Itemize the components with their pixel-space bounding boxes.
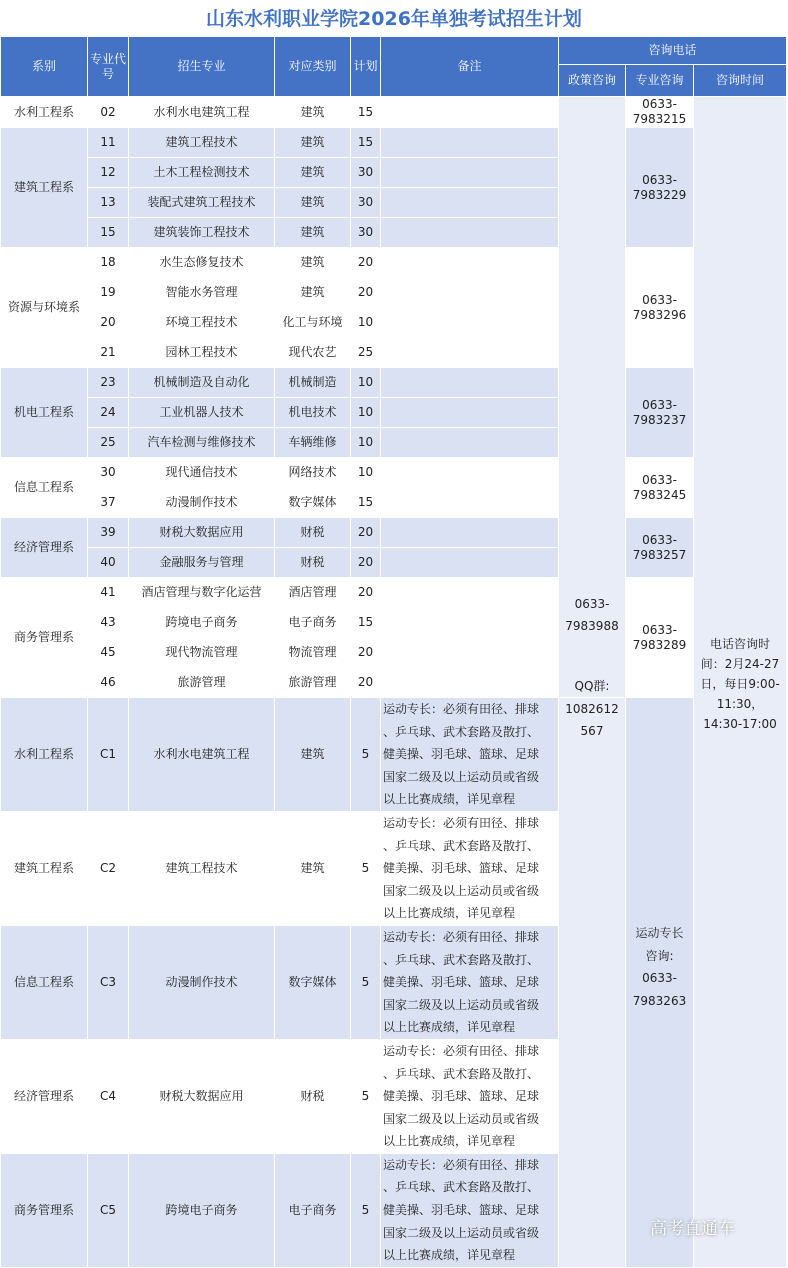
plan-cell: 15 bbox=[351, 608, 381, 638]
code-cell: 37 bbox=[88, 488, 129, 518]
major-phone-cell: 0633- 7983237 bbox=[626, 368, 694, 458]
major-cell: 建筑工程技术 bbox=[129, 128, 275, 158]
major-cell: 园林工程技术 bbox=[129, 338, 275, 368]
remark-cell bbox=[381, 278, 559, 308]
dept-cell: 建筑工程系 bbox=[1, 128, 88, 248]
category-cell: 物流管理 bbox=[275, 638, 351, 668]
code-cell: 21 bbox=[88, 338, 129, 368]
remark-cell bbox=[381, 308, 559, 338]
remark-cell bbox=[381, 518, 559, 548]
policy-consult-cell bbox=[559, 97, 626, 698]
code-cell: 13 bbox=[88, 188, 129, 218]
code-cell: 23 bbox=[88, 368, 129, 398]
major-cell: 现代通信技术 bbox=[129, 458, 275, 488]
category-cell: 财税 bbox=[275, 548, 351, 578]
major-cell: 酒店管理与数字化运营 bbox=[129, 578, 275, 608]
header-plan: 计划 bbox=[351, 37, 381, 97]
category-cell: 建筑 bbox=[275, 811, 351, 925]
remark-cell bbox=[381, 608, 559, 638]
plan-cell: 15 bbox=[351, 128, 381, 158]
major-cell: 水利水电建筑工程 bbox=[129, 97, 275, 128]
category-cell: 建筑 bbox=[275, 218, 351, 248]
plan-cell: 10 bbox=[351, 398, 381, 428]
category-cell: 建筑 bbox=[275, 248, 351, 278]
plan-cell: 10 bbox=[351, 308, 381, 338]
major-cell: 现代物流管理 bbox=[129, 638, 275, 668]
plan-cell: 20 bbox=[351, 578, 381, 608]
dept-cell: 商务管理系 bbox=[1, 578, 88, 698]
code-cell: 25 bbox=[88, 428, 129, 458]
dept-cell: 经济管理系 bbox=[1, 518, 88, 578]
remark-cell bbox=[381, 188, 559, 218]
major-cell: 机械制造及自动化 bbox=[129, 368, 275, 398]
remark-cell bbox=[381, 368, 559, 398]
header-dept: 系别 bbox=[1, 37, 88, 97]
dept-cell: 机电工程系 bbox=[1, 368, 88, 458]
category-cell: 数字媒体 bbox=[275, 488, 351, 518]
remark-cell bbox=[381, 668, 559, 698]
plan-cell: 10 bbox=[351, 458, 381, 488]
dept-cell: 建筑工程系 bbox=[1, 811, 88, 925]
code-cell: C1 bbox=[88, 698, 129, 812]
category-cell: 现代农艺 bbox=[275, 338, 351, 368]
remark-cell bbox=[381, 128, 559, 158]
header-code: 专业代号 bbox=[88, 37, 129, 97]
category-cell: 数字媒体 bbox=[275, 925, 351, 1039]
code-cell: 24 bbox=[88, 398, 129, 428]
major-cell: 装配式建筑工程技术 bbox=[129, 188, 275, 218]
remark-cell: 运动专长：必须有田径、排球 、乒乓球、武术套路及散打、 健美操、羽毛球、篮球、足球 国家二级及以上运动员或省级 以上比赛成绩，详见章程 bbox=[381, 1153, 559, 1267]
major-phone-cell: 0633- 7983289 bbox=[626, 578, 694, 698]
category-cell: 化工与环境 bbox=[275, 308, 351, 338]
code-cell: 12 bbox=[88, 158, 129, 188]
table-row bbox=[1, 698, 787, 812]
major-cell: 建筑工程技术 bbox=[129, 811, 275, 925]
remark-cell bbox=[381, 218, 559, 248]
major-cell: 跨境电子商务 bbox=[129, 608, 275, 638]
category-cell: 建筑 bbox=[275, 188, 351, 218]
category-cell: 建筑 bbox=[275, 158, 351, 188]
major-phone-cell: 0633- 7983215 bbox=[626, 97, 694, 128]
remark-cell: 运动专长：必须有田径、排球 、乒乓球、武术套路及散打、 健美操、羽毛球、篮球、足球 国家二级及以上运动员或省级 以上比赛成绩，详见章程 bbox=[381, 925, 559, 1039]
dept-cell: 资源与环境系 bbox=[1, 248, 88, 368]
table-row bbox=[1, 578, 787, 608]
remark-cell bbox=[381, 548, 559, 578]
major-cell: 环境工程技术 bbox=[129, 308, 275, 338]
major-cell: 财税大数据应用 bbox=[129, 1039, 275, 1153]
plan-cell: 20 bbox=[351, 548, 381, 578]
code-cell: 18 bbox=[88, 248, 129, 278]
code-cell: 15 bbox=[88, 218, 129, 248]
consult-time-cell: 电话咨询时 间：2月24-27 日，每日9:00- 11:30， 14:30-17:00 bbox=[694, 97, 787, 1268]
major-cell: 水利水电建筑工程 bbox=[129, 698, 275, 812]
major-cell: 智能水务管理 bbox=[129, 278, 275, 308]
remark-cell bbox=[381, 488, 559, 518]
category-cell: 网络技术 bbox=[275, 458, 351, 488]
major-cell: 跨境电子商务 bbox=[129, 1153, 275, 1267]
remark-cell bbox=[381, 428, 559, 458]
major-cell: 水生态修复技术 bbox=[129, 248, 275, 278]
category-cell: 财税 bbox=[275, 518, 351, 548]
code-cell: 46 bbox=[88, 668, 129, 698]
remark-cell bbox=[381, 97, 559, 128]
code-cell: 45 bbox=[88, 638, 129, 668]
category-cell: 建筑 bbox=[275, 698, 351, 812]
code-cell: 20 bbox=[88, 308, 129, 338]
table-row bbox=[1, 97, 787, 128]
major-cell: 动漫制作技术 bbox=[129, 488, 275, 518]
plan-cell: 5 bbox=[351, 925, 381, 1039]
header-major: 招生专业 bbox=[129, 37, 275, 97]
plan-cell: 30 bbox=[351, 188, 381, 218]
plan-cell: 20 bbox=[351, 278, 381, 308]
category-cell: 电子商务 bbox=[275, 608, 351, 638]
table-row bbox=[1, 518, 787, 548]
sport-consult-cell: 运动专长 咨询: 0633- 7983263 bbox=[626, 698, 694, 1268]
header-major-consult: 专业咨询 bbox=[626, 65, 694, 97]
major-cell: 动漫制作技术 bbox=[129, 925, 275, 1039]
plan-cell: 20 bbox=[351, 518, 381, 548]
plan-cell: 25 bbox=[351, 338, 381, 368]
code-cell: 11 bbox=[88, 128, 129, 158]
plan-cell: 5 bbox=[351, 811, 381, 925]
header-time: 咨询时间 bbox=[694, 65, 787, 97]
category-cell: 电子商务 bbox=[275, 1153, 351, 1267]
remark-cell: 运动专长：必须有田径、排球 、乒乓球、武术套路及散打、 健美操、羽毛球、篮球、足球 国家二级及以上运动员或省级 以上比赛成绩，详见章程 bbox=[381, 811, 559, 925]
table-row bbox=[1, 368, 787, 398]
plan-cell: 15 bbox=[351, 97, 381, 128]
plan-cell: 15 bbox=[351, 488, 381, 518]
remark-cell bbox=[381, 248, 559, 278]
table-row bbox=[1, 248, 787, 278]
plan-cell: 5 bbox=[351, 1153, 381, 1267]
major-cell: 建筑装饰工程技术 bbox=[129, 218, 275, 248]
category-cell: 建筑 bbox=[275, 128, 351, 158]
category-cell: 建筑 bbox=[275, 97, 351, 128]
remark-cell: 运动专长：必须有田径、排球 、乒乓球、武术套路及散打、 健美操、羽毛球、篮球、足球 国家二级及以上运动员或省级 以上比赛成绩，详见章程 bbox=[381, 1039, 559, 1153]
plan-cell: 5 bbox=[351, 698, 381, 812]
plan-cell: 20 bbox=[351, 248, 381, 278]
major-phone-cell: 0633- 7983296 bbox=[626, 248, 694, 368]
header-remark: 备注 bbox=[381, 37, 559, 97]
major-cell: 汽车检测与维修技术 bbox=[129, 428, 275, 458]
policy-phone: 0633- 7983988 bbox=[565, 597, 619, 633]
remark-cell bbox=[381, 158, 559, 188]
watermark: 高考直通车 bbox=[650, 1219, 735, 1239]
header-policy: 政策咨询 bbox=[559, 65, 626, 97]
plan-cell: 20 bbox=[351, 668, 381, 698]
major-phone-cell: 0633- 7983229 bbox=[626, 128, 694, 248]
category-cell: 酒店管理 bbox=[275, 578, 351, 608]
plan-cell: 20 bbox=[351, 638, 381, 668]
dept-cell: 信息工程系 bbox=[1, 458, 88, 518]
category-cell: 财税 bbox=[275, 1039, 351, 1153]
major-cell: 金融服务与管理 bbox=[129, 548, 275, 578]
code-cell: C4 bbox=[88, 1039, 129, 1153]
plan-cell: 5 bbox=[351, 1039, 381, 1153]
code-cell: 02 bbox=[88, 97, 129, 128]
header-consult: 咨询电话 bbox=[559, 37, 787, 65]
category-cell: 建筑 bbox=[275, 278, 351, 308]
remark-cell bbox=[381, 578, 559, 608]
qq-group-cell: 1082612 567 bbox=[559, 698, 626, 1268]
major-cell: 财税大数据应用 bbox=[129, 518, 275, 548]
code-cell: 30 bbox=[88, 458, 129, 488]
code-cell: C3 bbox=[88, 925, 129, 1039]
category-cell: 机械制造 bbox=[275, 368, 351, 398]
category-cell: 车辆维修 bbox=[275, 428, 351, 458]
code-cell: C2 bbox=[88, 811, 129, 925]
dept-cell: 经济管理系 bbox=[1, 1039, 88, 1153]
remark-cell bbox=[381, 458, 559, 488]
dept-cell: 水利工程系 bbox=[1, 97, 88, 128]
dept-cell: 信息工程系 bbox=[1, 925, 88, 1039]
remark-cell bbox=[381, 398, 559, 428]
enrollment-table bbox=[0, 36, 787, 1268]
plan-cell: 30 bbox=[351, 218, 381, 248]
major-cell: 旅游管理 bbox=[129, 668, 275, 698]
remark-cell bbox=[381, 638, 559, 668]
category-cell: 旅游管理 bbox=[275, 668, 351, 698]
table-row bbox=[1, 128, 787, 158]
major-phone-cell: 0633- 7983257 bbox=[626, 518, 694, 578]
code-cell: 39 bbox=[88, 518, 129, 548]
qq-group-label: QQ群: bbox=[574, 679, 610, 693]
plan-cell: 30 bbox=[351, 158, 381, 188]
code-cell: 19 bbox=[88, 278, 129, 308]
category-cell: 机电技术 bbox=[275, 398, 351, 428]
code-cell: 41 bbox=[88, 578, 129, 608]
table-row bbox=[1, 458, 787, 488]
plan-cell: 10 bbox=[351, 368, 381, 398]
dept-cell: 水利工程系 bbox=[1, 698, 88, 812]
major-phone-cell: 0633- 7983245 bbox=[626, 458, 694, 518]
plan-cell: 10 bbox=[351, 428, 381, 458]
major-cell: 工业机器人技术 bbox=[129, 398, 275, 428]
header-category: 对应类别 bbox=[275, 37, 351, 97]
remark-cell: 运动专长：必须有田径、排球 、乒乓球、武术套路及散打、 健美操、羽毛球、篮球、足球 国家二级及以上运动员或省级 以上比赛成绩，详见章程 bbox=[381, 698, 559, 812]
code-cell: 40 bbox=[88, 548, 129, 578]
code-cell: 43 bbox=[88, 608, 129, 638]
page-title: 山东水利职业学院2026年单独考试招生计划 bbox=[206, 8, 582, 30]
code-cell: C5 bbox=[88, 1153, 129, 1267]
dept-cell: 商务管理系 bbox=[1, 1153, 88, 1267]
remark-cell bbox=[381, 338, 559, 368]
major-cell: 土木工程检测技术 bbox=[129, 158, 275, 188]
